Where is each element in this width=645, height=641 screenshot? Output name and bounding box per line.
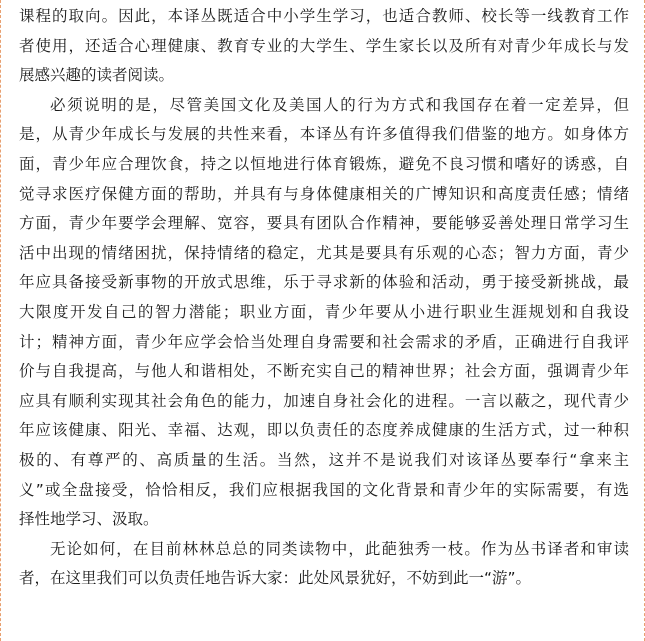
text-line: 应具有顺利实现其社会角色的能力，加速自身社会化的进程。一言以蔽之，现代青少 — [19, 391, 629, 410]
text-line: 极的、有尊严的、高质量的生活。当然，这并不是说我们对该译丛要奉行“拿来主 — [19, 450, 629, 469]
text-line: 年应具备接受新事物的开放式思维，乐于寻求新的体验和活动，勇于接受新挑战，最 — [19, 273, 629, 292]
text-line: 年应该健康、阳光、幸福、达观，即以负责任的态度养成健康的生活方式，过一种积 — [19, 421, 629, 440]
text-line: 大限度开发自己的智力潜能；职业方面，青少年要从小进行职业生涯规划和自我设 — [19, 302, 629, 321]
paragraph-2 — [19, 91, 629, 535]
text-line: 展感兴趣的读者阅读。 — [19, 66, 175, 85]
text-line: 课程的取向。因此，本译丛既适合中小学生学习，也适合教师、校长等一线教育工作 — [19, 7, 629, 25]
text-line: 面，青少年应合理饮食，持之以恒地进行体育锻炼，避免不良习惯和嗜好的诱惑，自 — [19, 154, 629, 173]
paragraph-1 — [19, 2, 629, 91]
text-line: 无论如何，在目前林林总总的同类读物中，此葩独秀一枝。作为丛书译者和审读 — [50, 539, 629, 558]
text-line: 者使用，还适合心理健康、教育专业的大学生、学生家长以及所有对青少年成长与发 — [19, 36, 629, 55]
text-line: 是，从青少年成长与发展的共性来看，本译丛有许多值得我们借鉴的地方。如身体方 — [19, 125, 629, 144]
text-line: 择性地学习、汲取。 — [19, 510, 159, 529]
text-line: 计；精神方面，青少年应学会恰当处理自身需要和社会需求的矛盾，正确进行自我评 — [19, 332, 629, 351]
text-line: 价与自我提高，与他人和谐相处，不断充实自己的精神世界；社会方面，强调青少年 — [19, 362, 629, 381]
text-line: 必须说明的是，尽管美国文化及美国人的行为方式和我国存在着一定差异，但 — [50, 95, 629, 114]
paragraph-3 — [19, 535, 629, 594]
text-line: 活中出现的情绪困扰，保持情绪的稳定，尤其是要具有乐观的心态；智力方面，青少 — [19, 243, 629, 262]
document-body — [19, 2, 629, 594]
text-line: 觉寻求医疗保健方面的帮助，并具有与身体健康相关的广博知识和高度责任感；情绪 — [19, 184, 629, 203]
text-line: 者，在这里我们可以负责任地告诉大家：此处风景犹好，不妨到此一“游”。 — [19, 569, 532, 588]
text-line: 义”或全盘接受，恰恰相反，我们应根据我国的文化背景和青少年的实际需要，有选 — [19, 480, 629, 499]
text-line: 方面，青少年要学会理解、宽容，要具有团队合作精神，要能够妥善处理日常学习生 — [19, 214, 629, 233]
